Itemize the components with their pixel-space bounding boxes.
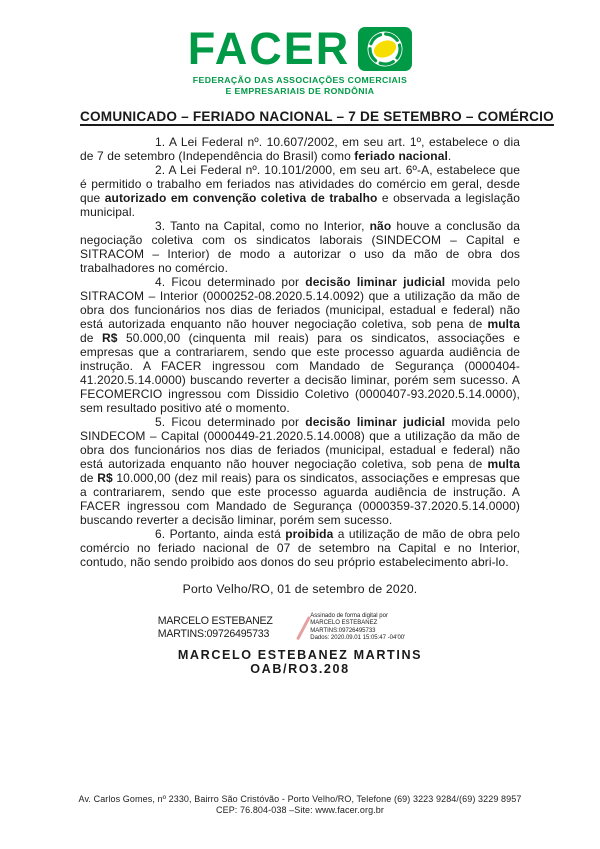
logo-subtitle-line1: FEDERAÇÃO DAS ASSOCIAÇÕES COMERCIAIS — [192, 75, 408, 85]
footer-cep-site-line: CEP: 76.804-038 –Site: www.facer.org.br — [216, 805, 384, 815]
body-paragraphs — [80, 135, 520, 569]
signatory-oab-number: OAB/RO3.208 — [250, 662, 350, 677]
logo-subtitle-line2: E EMPRESARIAIS DE RONDÔNIA — [225, 85, 375, 96]
signature-digital-details — [310, 613, 442, 642]
signature-detail-line: Assinado de forma digital por — [310, 613, 388, 619]
page-footer — [0, 794, 600, 816]
brand-wordmark: FACER — [187, 23, 351, 74]
paragraph: 5. Ficou determinado por decisão liminar judicial movida pelo SINDECOM – Capital (0000449-21.2020.5.14.0008) que a utilização da mão de obra dos funcionários nos dias de feriados (municipal, estadual e federal) não está autorizada enquanto não houver negociação coletiva, sob pena de multa de R$ 10.000,00 (dez mil reais) para os sindicatos, associações e empresas que a contrariarem, sendo que este processo aguarda audiência de instrução. A FACER ingressou com Mandado de Segurança (0000359-37.2020.5.14.0000) buscando reverter a decisão liminar, porém sem sucesso. — [80, 415, 520, 527]
signature-detail-line: MARTINS:09726495733 — [310, 627, 376, 634]
digital-signature-stamp — [80, 613, 520, 642]
facer-aperture-globe-icon — [358, 27, 412, 71]
dateline: Porto Velho/RO, 01 de setembro de 2020. — [182, 582, 418, 596]
signature-detail-line: MARCELO ESTEBANEZ — [310, 620, 378, 627]
document-title: COMUNICADO – FERIADO NACIONAL – 7 DE SETEMBRO – COMÉRCIO — [80, 109, 554, 124]
logo-subtitle — [80, 75, 520, 96]
paragraph: 4. Ficou determinado por decisão liminar judicial movida pelo SITRACOM – Interior (0000252-08.2020.5.14.0092) que a utilização da mão de obra dos funcionários nos dias de feriados (municipal, estadual e federal) não está autorizada enquanto não houver negociação coletiva, sob pena de multa de R$ 50.000,00 (cinquenta mil reais) para os sindicatos, associações e empresas que a contrariarem, sendo que este processo aguarda audiência de instrução. A FACER ingressou com Mandado de Segurança (0000404-41.2020.5.14.0000) buscando reverter a decisão liminar, porém sem sucesso. A FECOMERCIO ingressou com Dissidio Coletivo (0000407-93.2020.5.14.0000), sem resultado positivo até o momento. — [80, 275, 520, 415]
logo-block — [80, 23, 520, 96]
footer-address-line: Av. Carlos Gomes, nº 2330, Bairro São Cristóvão - Porto Velho/RO, Telefone (69) 3223 9284/(69) 3229 8957 — [78, 794, 522, 804]
signatory-name: MARCELO ESTEBANEZ MARTINS — [177, 648, 423, 663]
paragraph: 6. Portanto, ainda está proibida a utilização de mão de obra pelo comércio no feriado nacional de 07 de setembro na Capital e no Interior, contudo, não sendo proibido aos donos do seu próprio estabelecimento abri-lo. — [80, 527, 521, 569]
signature-digital-name: MARCELO ESTEBANEZ MARTINS:09726495733 — [157, 615, 273, 640]
paragraph: 1. A Lei Federal nº. 10.607/2002, em seu art. 1º, estabelece o dia de 7 de setembro (Independência do Brasil) como feriado nacional. — [80, 135, 520, 163]
paragraph: 3. Tanto na Capital, como no Interior, não houve a conclusão da negociação coletiva com os sindicatos laborais (SINDECOM – Capital e SITRACOM – Interior) de modo a autorizar o uso da mão de obra dos trabalhadores no comércio. — [80, 219, 520, 275]
signature-detail-line: Dados: 2020.09.01 15:05:47 -04'00' — [310, 634, 406, 641]
paragraph: 2. A Lei Federal nº. 10.101/2000, em seu art. 6º-A, estabelece que é permitido o trabalho em feriados nas atividades do comércio em geral, desde que autorizado em convenção coletiva de trabalho e observada a legislação municipal. — [80, 163, 520, 219]
